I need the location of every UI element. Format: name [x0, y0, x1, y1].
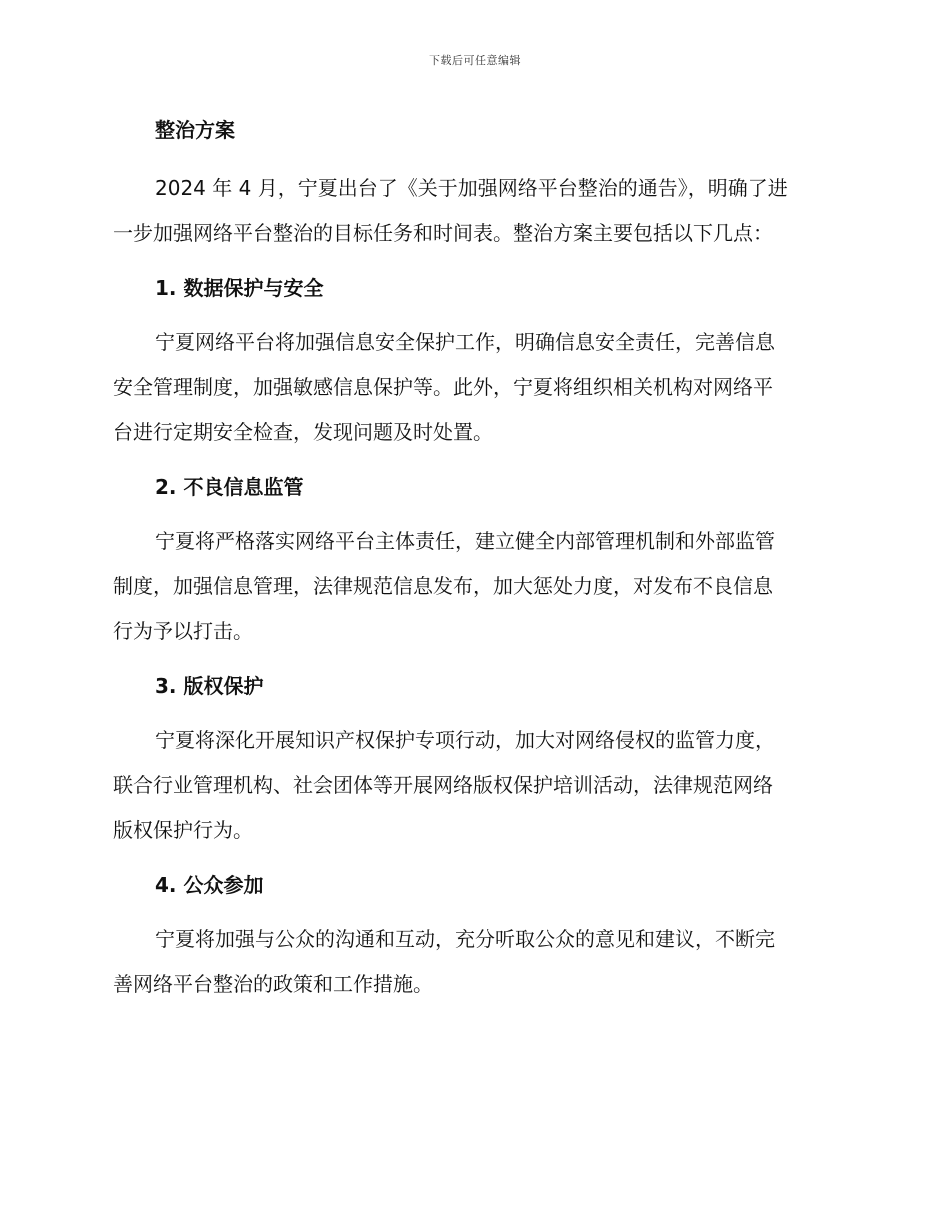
paragraph-line: 宁夏将深化开展知识产权保护专项行动，加大对网络侵权的监管力度，: [155, 728, 775, 752]
document-body: [113, 108, 843, 1007]
paragraph-line: 行为予以打击。: [113, 619, 253, 643]
document-title: 整治方案: [155, 118, 235, 142]
paragraph-line: 安全管理制度，加强敏感信息保护等。此外，宁夏将组织相关机构对网络平: [113, 375, 773, 399]
section-heading-data-protection: 1. 数据保护与安全: [155, 276, 324, 300]
intro-paragraph: [113, 166, 843, 256]
section-paragraph-public-participation: [113, 917, 843, 1007]
section-paragraph-harmful-info: [113, 519, 843, 654]
page-header-note: 下载后可任意编辑: [429, 54, 521, 67]
paragraph-line: 联合行业管理机构、社会团体等开展网络版权保护培训活动，法律规范网络: [113, 773, 773, 797]
section-heading-harmful-info: 2. 不良信息监管: [155, 475, 304, 499]
paragraph-line: 制度，加强信息管理，法律规范信息发布，加大惩处力度，对发布不良信息: [113, 574, 773, 598]
section-paragraph-copyright: [113, 718, 843, 853]
intro-line-1: 2024 年 4 月，宁夏出台了《关于加强网络平台整治的通告》，明确了进: [155, 176, 788, 200]
intro-line-2: 一步加强网络平台整治的目标任务和时间表。整治方案主要包括以下几点：: [113, 221, 773, 245]
paragraph-line: 版权保护行为。: [113, 818, 253, 842]
paragraph-line: 宁夏网络平台将加强信息安全保护工作，明确信息安全责任，完善信息: [155, 330, 775, 354]
paragraph-line: 台进行定期安全检查，发现问题及时处置。: [113, 420, 493, 444]
paragraph-line: 宁夏将加强与公众的沟通和互动，充分听取公众的意见和建议，不断完: [155, 927, 775, 951]
section-heading-public-participation: 4. 公众参加: [155, 873, 264, 897]
paragraph-line: 善网络平台整治的政策和工作措施。: [113, 972, 433, 996]
section-paragraph-data-protection: [113, 320, 843, 455]
section-heading-copyright: 3. 版权保护: [155, 674, 264, 698]
paragraph-line: 宁夏将严格落实网络平台主体责任，建立健全内部管理机制和外部监管: [155, 529, 775, 553]
